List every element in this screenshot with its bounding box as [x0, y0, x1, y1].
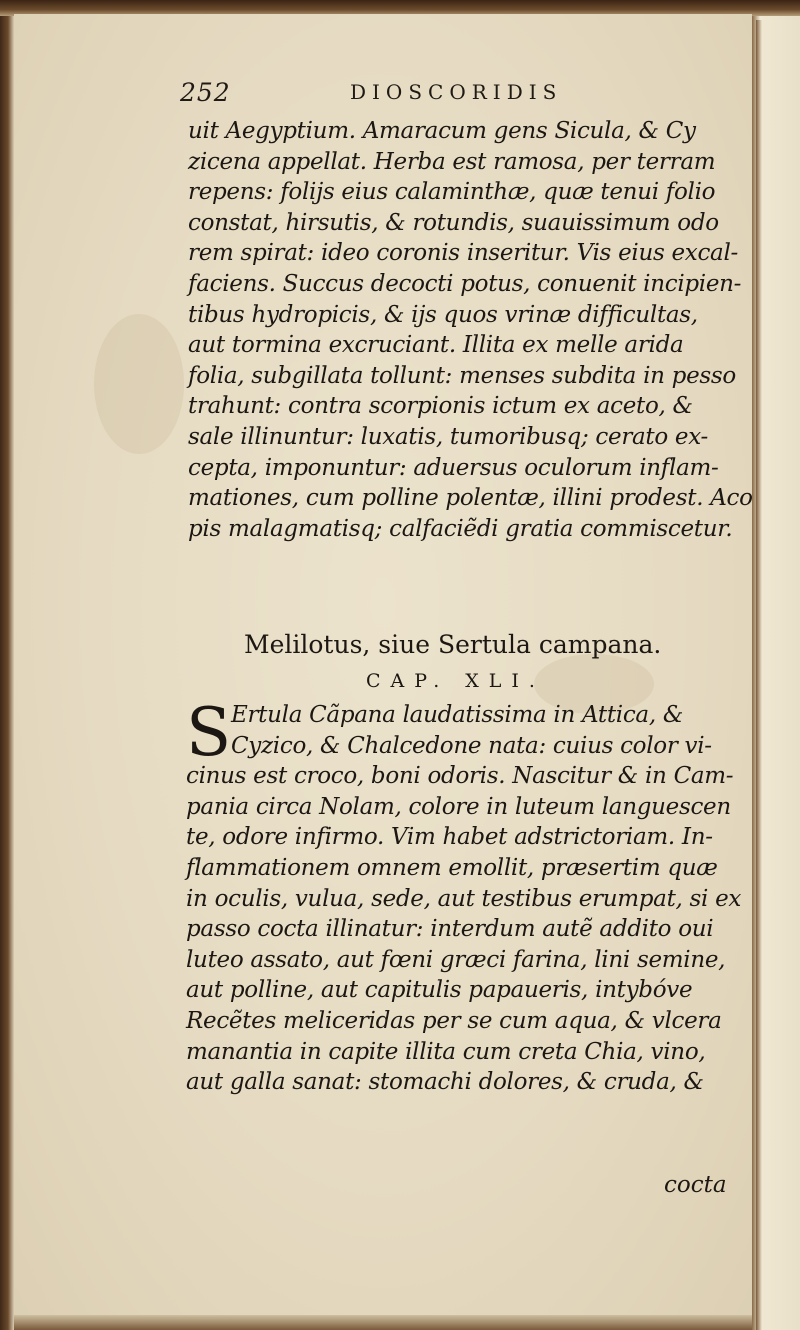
- text-line: zicena appellat. Herba est ramosa, per terram: [188, 148, 716, 175]
- text-line: pis malagmatisq; calfaciẽdi gratia commiscetur.: [188, 515, 733, 542]
- text-line: cinus est croco, boni odoris. Nascitur & in Cam-: [186, 763, 734, 790]
- text-line: aut polline, aut capitulis papaueris, intybóve: [186, 977, 693, 1004]
- text-line: repens: folijs eius calaminthæ, quæ tenui folio: [188, 179, 716, 206]
- text-line: folia, subgillata tollunt: menses subdita in pesso: [188, 362, 736, 389]
- text-line: faciens. Succus decocti potus, conuenit incipien-: [188, 270, 742, 297]
- text-line: trahunt: contra scorpionis ictum ex aceto, &: [188, 393, 693, 420]
- paragraph-2: [186, 694, 742, 1098]
- page-header: [180, 78, 740, 110]
- text-line: in oculis, vulua, sede, aut testibus erumpat, si ex: [186, 885, 742, 912]
- page-number: 252: [180, 78, 231, 107]
- text-line: Ertula Cãpana laudatissima in Attica, &: [231, 702, 684, 728]
- paper-stain: [94, 314, 184, 454]
- text-line: sale illinuntur: luxatis, tumoribusq; cerato ex-: [188, 423, 708, 450]
- running-head: DIOSCORIDIS: [350, 80, 563, 104]
- text-line: aut tormina excruciant. Illita ex melle arida: [188, 332, 684, 359]
- text-line: Recẽtes meliceridas per se cum aqua, & vlcera: [186, 1007, 722, 1034]
- drop-initial: S: [186, 694, 232, 771]
- section-title: Melilotus, siue Sertula campana.: [244, 630, 662, 659]
- text-line: manantia in capite illita cum creta Chia, vino,: [186, 1038, 706, 1065]
- text-line: aut galla sanat: stomachi dolores, & cruda, &: [186, 1069, 704, 1096]
- text-line: uit Aegyptium. Amaracum gens Sicula, & Cy: [188, 118, 696, 144]
- text-line: rem spirat: ideo coronis inseritur. Vis eius excal-: [188, 240, 738, 267]
- text-line: cepta, imponuntur: aduersus oculorum inflam-: [188, 454, 719, 481]
- text-line: Cyzico, & Chalcedone nata: cuius color vi-: [231, 732, 712, 759]
- text-line: mationes, cum polline polentæ, illini prodest. Aco: [188, 485, 753, 512]
- book-edge-bottom: [14, 1315, 752, 1330]
- text-line: passo cocta illinatur: interdum autẽ addito oui: [186, 916, 714, 943]
- text-line: te, odore infirmo. Vim habet adstrictoriam. In-: [186, 824, 713, 851]
- text-line: flammationem omnem emollit, præsertim quæ: [186, 854, 718, 881]
- catchword: cocta: [664, 1172, 727, 1198]
- text-line: constat, hirsutis, & rotundis, suauissimum odo: [188, 209, 719, 236]
- text-line: pania circa Nolam, colore in luteum languescen: [186, 793, 731, 820]
- text-line: luteo assato, aut fœni græci farina, lini semine,: [186, 946, 726, 973]
- text-line: tibus hydropicis, & ijs quos vrinæ difficultas,: [188, 301, 698, 328]
- paragraph-1: [188, 116, 753, 544]
- next-page-edge: [756, 20, 800, 1330]
- chapter-heading: CAP. XLI.: [366, 670, 545, 692]
